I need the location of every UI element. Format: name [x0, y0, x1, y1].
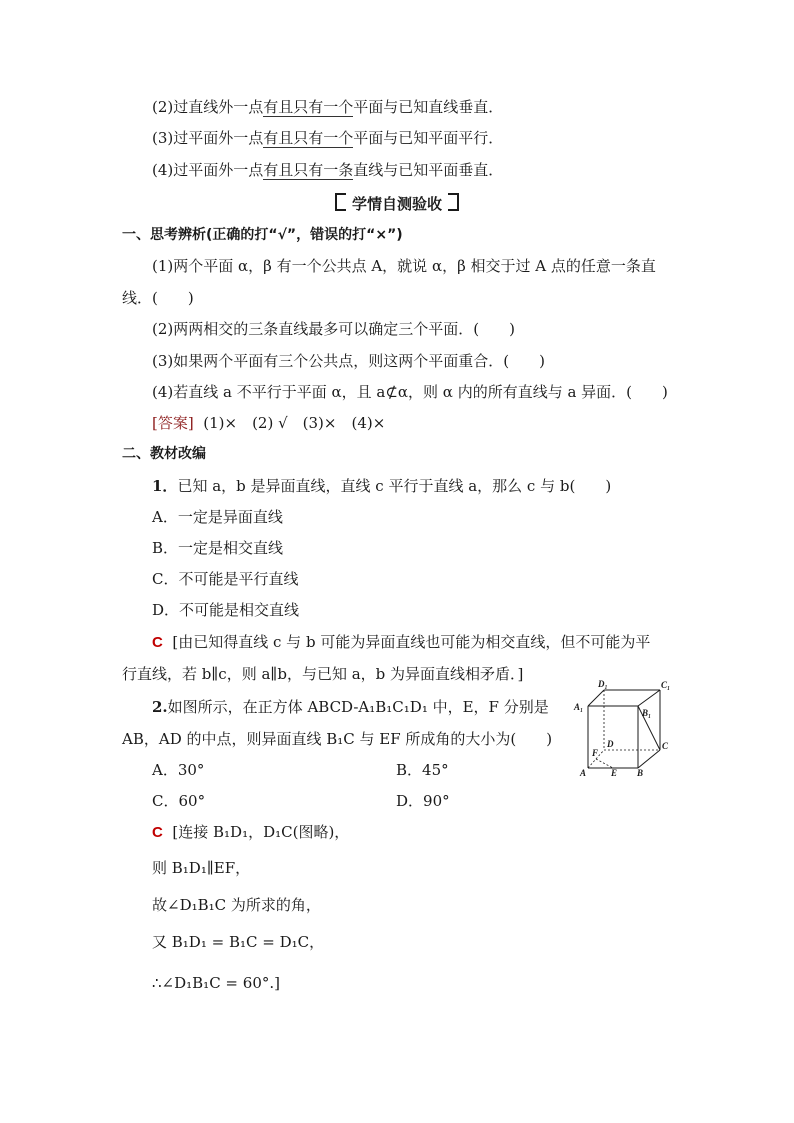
label-F: F	[592, 748, 599, 758]
question-number: 2.	[152, 698, 168, 716]
left-bracket-icon	[335, 193, 346, 211]
right-bracket-icon	[448, 193, 459, 211]
q2-solution-line1	[152, 821, 349, 844]
q2-option-d: D．90°	[396, 792, 450, 810]
cube-diagram	[572, 676, 680, 778]
q2-option-a: A．30°	[152, 761, 205, 779]
statement-4	[152, 159, 503, 181]
statement-2-underlined: 有且只有一个	[263, 98, 354, 116]
statement-4-prefix: (4)过平面外一点	[152, 161, 264, 179]
label-A1: A₁	[574, 702, 584, 712]
part1-heading: 一、思考辨析(正确的打“√”，错误的打“×”)	[122, 227, 403, 243]
q2-option-c: C．60°	[152, 792, 206, 810]
q2-solution-line5: ∴∠D₁B₁C = 60°.]	[152, 974, 280, 992]
answer-text: (1)× (2) √ (3)× (4)×	[203, 414, 386, 432]
part1-q3: (3)如果两个平面有三个公共点，则这两个平面重合．( )	[152, 352, 545, 370]
edge-B1-C1	[638, 690, 660, 706]
option-a: A．一定是异面直线	[152, 508, 283, 526]
question-text: 如图所示，在正方体 ABCD-A₁B₁C₁D₁ 中，E，F 分别是	[167, 698, 549, 716]
option-b: B．一定是相交直线	[152, 539, 284, 557]
cube-figure	[572, 676, 680, 778]
section-header	[0, 193, 794, 214]
segment-EF	[596, 759, 613, 768]
part2-q2-line1	[152, 696, 549, 718]
answer-letter: C	[152, 824, 163, 841]
label-D: D	[607, 739, 614, 749]
section-header-text: 学情自测验收	[351, 195, 442, 213]
statement-3-prefix: (3)过平面外一点	[152, 129, 264, 147]
q2-solution-line3: 故∠D₁B₁C 为所求的角，	[152, 896, 321, 914]
answer-letter: C	[152, 634, 163, 651]
statement-3-underlined: 有且只有一个	[263, 129, 354, 147]
label-C1: C₁	[661, 680, 671, 690]
part1-q4: (4)若直线 a 不平行于平面 α，且 a⊄α，则 α 内的所有直线与 a 异面．( )	[152, 383, 668, 401]
label-A: A	[580, 768, 587, 778]
part1-q1-line2: 线．( )	[122, 289, 194, 307]
label-C: C	[662, 741, 669, 751]
statement-4-suffix: 直线与已知平面垂直．	[353, 161, 504, 179]
part1-q2: (2)两两相交的三条直线最多可以确定三个平面．( )	[152, 320, 515, 338]
q2-solution-line4: 又 B₁D₁ = B₁C = D₁C，	[152, 933, 325, 951]
part1-q1-line1: (1)两个平面 α，β 有一个公共点 A，就说 α，β 相交于过 A 点的任意一条直	[152, 257, 656, 275]
label-B1: B₁	[642, 708, 652, 718]
answer-tag: [答案]	[152, 414, 194, 432]
option-c: C．不可能是平行直线	[152, 570, 299, 588]
statement-3	[152, 127, 503, 149]
explanation-text: [由已知得直线 c 与 b 可能为异面直线也可能为相交直线，但不可能为平	[172, 633, 651, 651]
q1-explanation-line2: 行直线，若 b∥c，则 a∥b，与已知 a，b 为异面直线相矛盾．]	[122, 665, 524, 683]
option-d: D．不可能是相交直线	[152, 601, 300, 619]
label-B: B	[637, 768, 644, 778]
part1-answer	[152, 412, 385, 434]
edge-B-C	[638, 750, 660, 768]
part2-q1	[152, 475, 611, 497]
question-number: 1．	[152, 477, 178, 495]
part2-heading: 二、教材改编	[122, 446, 206, 462]
label-E: E	[611, 768, 618, 778]
statement-2-suffix: 平面与已知直线垂直．	[353, 98, 504, 116]
solution-text: [连接 B₁D₁，D₁C(图略)，	[172, 823, 350, 841]
statement-3-suffix: 平面与已知平面平行．	[353, 129, 504, 147]
label-D1: D₁	[598, 679, 608, 689]
q2-option-b: B．45°	[396, 761, 449, 779]
statement-2-prefix: (2)过直线外一点	[152, 98, 264, 116]
part2-q2-line2: AB，AD 的中点，则异面直线 B₁C 与 EF 所成角的大小为( )	[122, 730, 553, 748]
q2-solution-line2: 则 B₁D₁∥EF，	[152, 859, 251, 877]
q1-explanation-line1	[152, 631, 650, 654]
edge-A1-D1	[588, 690, 604, 706]
statement-4-underlined: 有且只有一条	[263, 161, 354, 179]
statement-2	[152, 96, 503, 118]
question-text: 已知 a，b 是异面直线，直线 c 平行于直线 a，那么 c 与 b( )	[177, 477, 612, 495]
